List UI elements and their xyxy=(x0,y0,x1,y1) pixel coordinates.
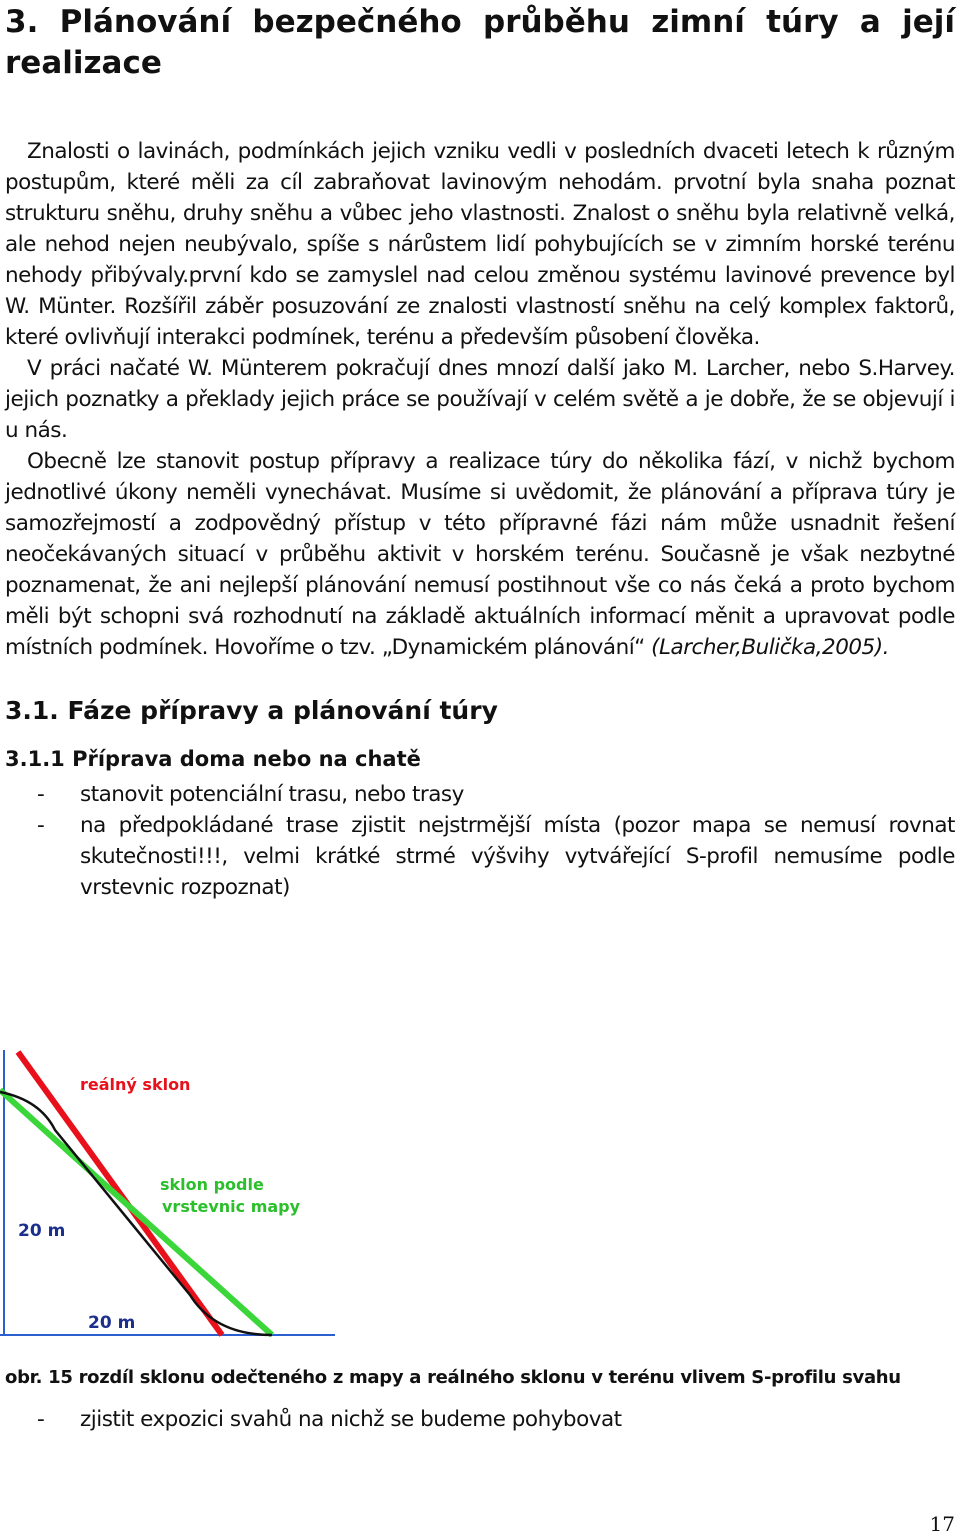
paragraph-intro: Znalosti o lavinách, podmínkách jejich vzniku vedli v posledních dvaceti letech k různým postupům, které měli za cíl zabraňovat lavinovým nehodám. prvotní byla snaha poznat strukturu sněhu, druhy sněhu a vůbec jeho vlastnosti. Znalost o sněhu byla relativně velká, ale nehod nejen neubývalo, spíše s nárůstem lidí pohybujících se v zimním horské terénu nehody přibývaly.první kdo se zamyslel nad celou změnou systému lavinové prevence byl W. Münter. Rozšířil záběr posuzování ze znalosti vlastností sněhu na celý komplex faktorů, které ovlivňují interakci podmínek, terénu a především působení člověka. xyxy=(5,139,955,350)
list-item-text: zjistit expozici svahů na nichž se budeme pohybovat xyxy=(80,1407,622,1432)
document-page xyxy=(5,0,955,903)
section-heading: 3.1. Fáze přípravy a plánování túry xyxy=(5,696,498,725)
subsection-heading: 3.1.1 Příprava doma nebo na chatě xyxy=(5,747,421,771)
map-slope-label-line2: vrstevnic mapy xyxy=(162,1197,301,1216)
list-dash: - xyxy=(37,813,45,838)
list-item xyxy=(5,779,955,810)
list-item xyxy=(5,810,955,903)
task-list-bottom xyxy=(5,1404,955,1435)
figure-caption: obr. 15 rozdíl sklonu odečteného z mapy a reálného sklonu v terénu vlivem S-profilu svahu xyxy=(5,1367,901,1388)
paragraph-munter: V práci načaté W. Münterem pokračují dnes mnozí další jako M. Larcher, nebo S.Harvey. jejich poznatky a překlady jejich práce se používají v celém světě a je dobře, že se objevují i u nás. xyxy=(5,356,955,443)
page-number: 17 xyxy=(929,1512,955,1536)
list-dash: - xyxy=(37,782,45,807)
task-list-top xyxy=(5,779,955,903)
slope-diagram xyxy=(0,1050,335,1342)
list-dash: - xyxy=(37,1407,45,1432)
real-slope-label: reálný sklon xyxy=(80,1075,191,1094)
chapter-heading: 3. Plánování bezpečného průběhu zimní túry a její realizace xyxy=(5,4,955,81)
task-list-bottom-wrap xyxy=(5,1404,955,1435)
list-item-text: stanovit potenciální trasu, nebo trasy xyxy=(80,782,464,807)
map-slope-label-line1: sklon podle xyxy=(160,1175,264,1194)
list-item xyxy=(5,1404,955,1435)
vertical-dimension-label: 20 m xyxy=(18,1221,66,1241)
paragraph-phases-text: Obecně lze stanovit postup přípravy a realizace túry do několika fází, v nichž bychom jednotlivé úkony neměli vynechávat. Musíme si uvědomit, že plánování a příprava túry je samozřejmostí a zodpovědný přístup v této přípravné fázi nám může usnadnit řešení neočekávaných situací v průběhu aktivit v horském terénu. Současně je však nezbytné poznamenat, že ani nejlepší plánování nemusí postihnout vše co nás čeká a proto bychom měli být schopni svá rozhodnutí na základě aktuálních informací měnit a upravovat podle místních podmínek. Hovoříme o tzv. „Dynamickém plánování“ xyxy=(5,449,955,660)
paragraph-phases xyxy=(5,446,955,663)
horizontal-dimension-label: 20 m xyxy=(88,1313,136,1333)
slope-figure xyxy=(0,1050,335,1342)
list-item-text: na předpokládané trase zjistit nejstrmější místa (pozor mapa se nemusí rovnat skutečnosti!!!, velmi krátké strmé výšvihy vytvářející S-profil nemusíme podle vrstevnic rozpoznat) xyxy=(80,813,955,900)
citation: (Larcher,Bulička,2005). xyxy=(651,635,889,660)
